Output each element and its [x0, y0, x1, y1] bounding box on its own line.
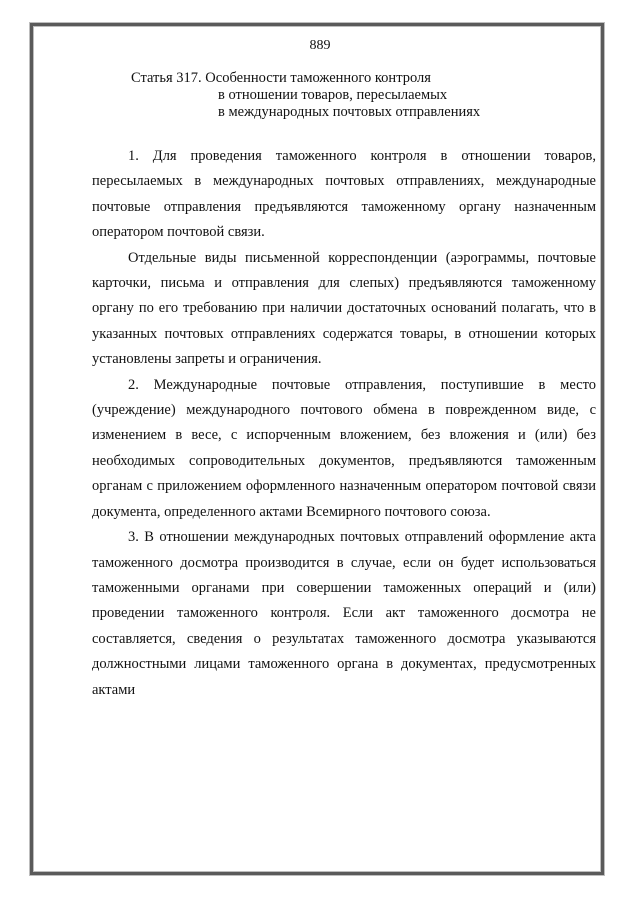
article-title-line-3: в международных почтовых отправлениях: [218, 104, 481, 120]
paragraph-3: 2. Международные почтовые отправления, поступившие в место (учреждение) международного почтового обмена в поврежденном виде, с изменением в весе, с испорченным вложением, без вложения и (или) без необходимых сопроводительных документов, предъявляются таможенным органам с приложением оформленного назначенным оператором почтовой связи документа, определенного актами Всемирного почтового союза.: [92, 376, 596, 520]
article-title-line-2: в отношении товаров, пересылаемых: [218, 87, 448, 103]
paragraph-4: 3. В отношении международных почтовых отправлений оформление акта таможенного досмотра производится в случае, если он будет использоваться таможенными органами при совершении таможенных операций и (или) проведении таможенного контроля. Если акт таможенного досмотра не составляется, сведения о результатах таможенного досмотра указываются должностными лицами таможенного органа в документах, предусмотренных актами: [92, 529, 596, 698]
page-number: 889: [309, 38, 331, 53]
paragraph-2: Отдельные виды письменной корреспонденции (аэрограммы, почтовые карточки, письма и отправления для слепых) предъявляются таможенному органу по его требованию при наличии достаточных оснований полагать, что в указанных почтовых отправлениях содержатся товары, в отношении которых установлены запреты и ограничения.: [92, 249, 596, 368]
article-title: [131, 70, 551, 121]
paragraph-1: 1. Для проведения таможенного контроля в отношении товаров, пересылаемых в международных почтовых отправлениях, международные почтовые отправления предъявляются таможенному органу назначенным оператором почтовой связи.: [92, 148, 596, 241]
article-body: [92, 144, 596, 703]
article-title-line-1: Статья 317. Особенности таможенного контроля: [131, 70, 431, 86]
